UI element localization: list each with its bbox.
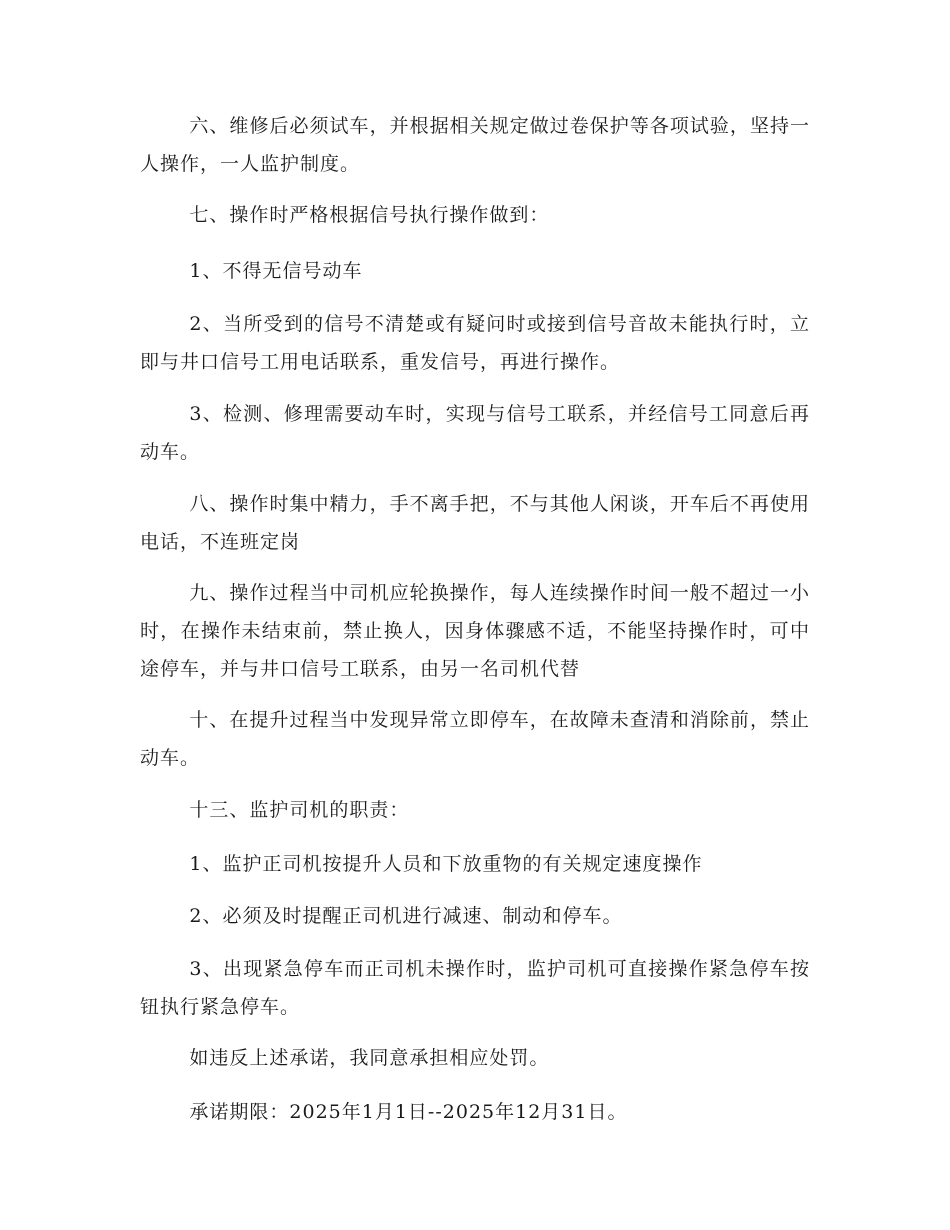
paragraph-period: 承诺期限：2025年1月1日--2025年12月31日。: [189, 1101, 628, 1123]
paragraph-8: 八、操作时集中精力，手不离手把，不与其他人闲谈，开车后不再使用电话，不连班定岗: [140, 493, 810, 553]
paragraph-7-item-2: 2、当所受到的信号不清楚或有疑问时或接到信号音故未能执行时，立即与井口信号工用电话联系，重发信号，再进行操作。: [140, 313, 810, 373]
paragraph-7: 七、操作时严格根据信号执行操作做到：: [189, 204, 550, 226]
paragraph-6: 六、维修后必须试车，并根据相关规定做过卷保护等各项试验，坚持一人操作，一人监护制度。: [140, 115, 810, 175]
paragraph-13: 十三、监护司机的职责：: [189, 799, 410, 821]
paragraph-9: 九、操作过程当中司机应轮换操作，每人连续操作时间一般不超过一小时，在操作未结束前，禁止换人，因身体骤感不适，不能坚持操作时，可中途停车，并与井口信号工联系，由另一名司机代替: [140, 582, 810, 680]
paragraph-13-item-2: 2、必须及时提醒正司机进行减速、制动和停车。: [189, 905, 623, 927]
paragraph-13-item-3: 3、出现紧急停车而正司机未操作时，监护司机可直接操作紧急停车按钮执行紧急停车。: [140, 958, 810, 1018]
paragraph-10: 十、在提升过程当中发现异常立即停车，在故障未查清和消除前，禁止动车。: [140, 709, 810, 769]
paragraph-7-item-3: 3、检测、修理需要动车时，实现与信号工联系，并经信号工同意后再动车。: [140, 403, 810, 463]
paragraph-penalty: 如违反上述承诺，我同意承担相应处罚。: [189, 1047, 550, 1069]
paragraph-7-item-1: 1、不得无信号动车: [189, 260, 363, 282]
paragraph-13-item-1: 1、监护正司机按提升人员和下放重物的有关规定速度操作: [189, 853, 703, 875]
